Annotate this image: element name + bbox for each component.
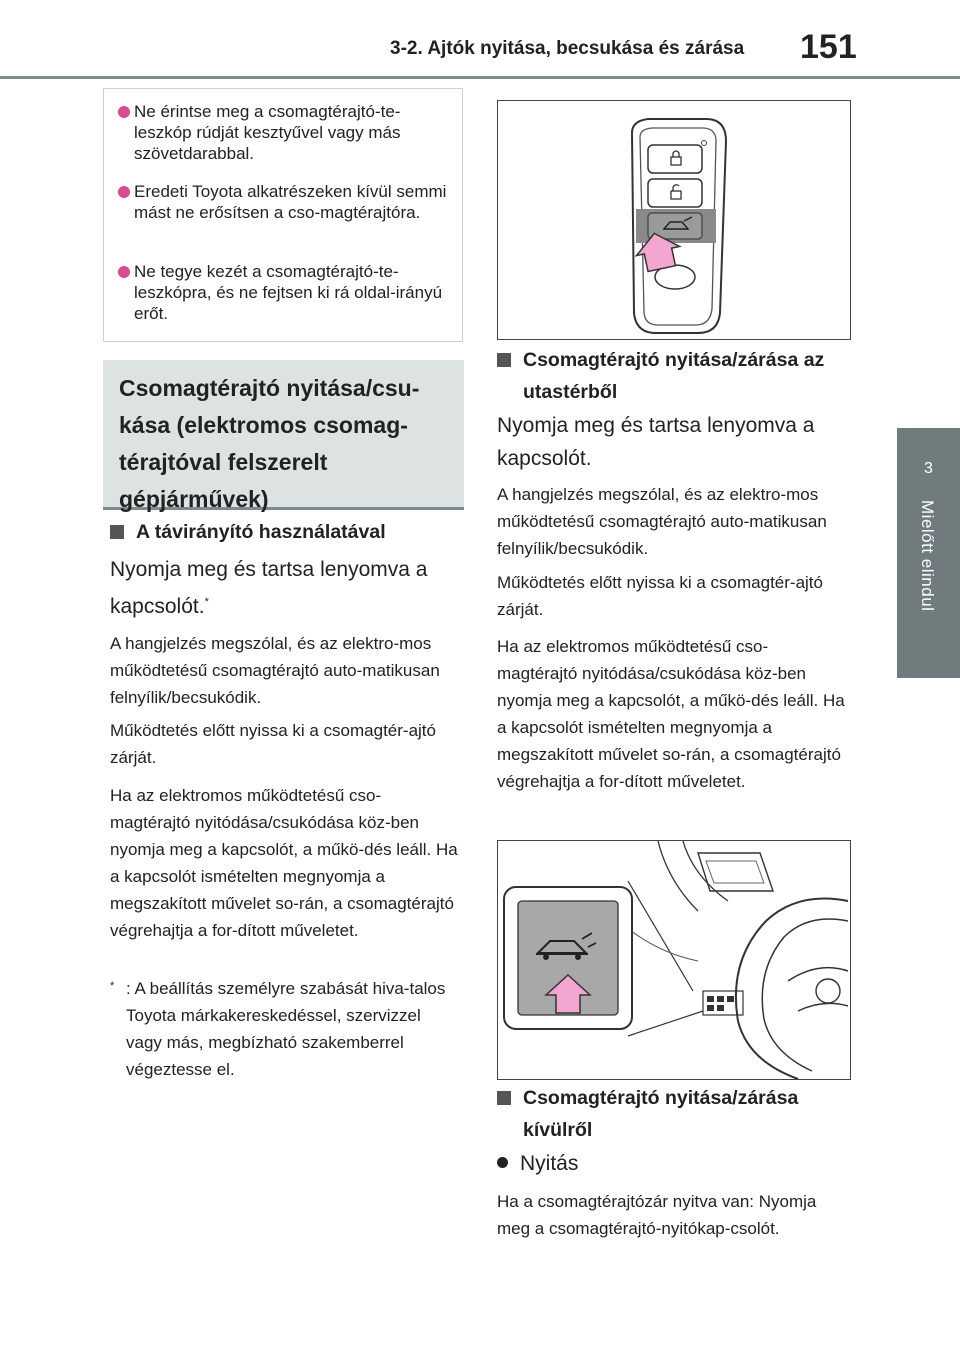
dashboard-illustration (498, 841, 850, 1079)
caution-item (118, 101, 453, 164)
bullet-item: Nyitás (497, 1147, 847, 1180)
footnote-marker: * (204, 596, 209, 608)
square-bullet-icon (110, 525, 124, 539)
paragraph: Ha a csomagtérajtózár nyitva van: Nyomja meg a csomagtérajtó-nyitókap-csolót. (497, 1192, 817, 1238)
header-divider (0, 76, 960, 79)
paragraph: A hangjelzés megszólal, és az elektro-mos működtetésű csomagtérajtó auto-matikusan felnyílik/becsukódik. (110, 634, 440, 707)
lead-instruction: Nyomja meg és tartsa lenyomva a kapcsolót.* (110, 558, 428, 618)
caution-text: Eredeti Toyota alkatrészeken kívül semmi mást ne erősítsen a cso-magtérajtóra. (134, 182, 447, 222)
key-fob-illustration (498, 101, 850, 339)
paragraph: Ha az elektromos működtetésű cso-magtérajtó nyitódása/csukódása köz-ben nyomja meg a kapcsolót, a műkö-dés leáll. Ha a kapcsolót ismételten megnyomja a megszakított művelet so-rán, a csomagtérajtó végrehajtja a for-dított műveletet. (497, 637, 845, 791)
bullet-dot-icon (118, 106, 130, 118)
footnote-marker: * (110, 980, 115, 992)
square-bullet-icon (497, 1091, 511, 1105)
lead-instruction: Nyomja meg és tartsa lenyomva a kapcsolót. (497, 414, 815, 470)
footnote: * : A beállítás személyre szabását hiva-talos Toyota márkakereskedéssel, szervizzel vagy más, megbízható szakemberrel végeztesse el. (110, 975, 460, 1083)
subheading-exterior: Csomagtérajtó nyitása/zárása kívülről (497, 1082, 847, 1146)
dashboard-switch-figure (497, 840, 851, 1080)
square-bullet-icon (497, 353, 511, 367)
paragraph: Működtetés előtt nyissa ki a csomagtér-ajtó zárját. (497, 573, 823, 619)
page-number: 151 (800, 28, 857, 66)
paragraph: Működtetés előtt nyissa ki a csomagtér-ajtó zárját. (110, 721, 436, 767)
section-heading: Csomagtérajtó nyitása/csu-kása (elektromos csomag-térajtóval felszerelt gépjárművek) (119, 375, 420, 512)
bullet-dot-icon (118, 266, 130, 278)
chapter-number: 3 (924, 460, 933, 477)
bullet-dot-icon (118, 186, 130, 198)
paragraph: Ha az elektromos működtetésű cso-magtérajtó nyitódása/csukódása köz-ben nyomja meg a kapcsolót, a műkö-dés leáll. Ha a kapcsolót ismételten megnyomja a megszakított művelet so-rán, a csomagtérajtó végrehajtja a for-dított műveletet. (110, 786, 458, 940)
chapter-label: Mielőtt elindul (918, 500, 937, 612)
section-heading-box (103, 360, 464, 510)
caution-item (118, 261, 453, 324)
subheading-remote: A távirányító használatával (110, 516, 460, 548)
round-bullet-icon (497, 1157, 508, 1168)
key-fob-figure (497, 100, 851, 340)
caution-text: Ne érintse meg a csomagtérajtó-te-leszkóp rúdját kesztyűvel vagy más szövetdarabbal. (134, 102, 401, 163)
caution-box (103, 88, 463, 342)
page-header-title: 3-2. Ajtók nyitása, becsukása és zárása (390, 38, 745, 59)
caution-item (118, 181, 453, 223)
caution-text: Ne tegye kezét a csomagtérajtó-te-leszkópra, és ne fejtsen ki rá oldal-irányú erőt. (134, 262, 443, 323)
paragraph: A hangjelzés megszólal, és az elektro-mos működtetésű csomagtérajtó auto-matikusan felnyílik/becsukódik. (497, 485, 827, 558)
subheading-interior: Csomagtérajtó nyitása/zárása az utastérből (497, 344, 847, 408)
